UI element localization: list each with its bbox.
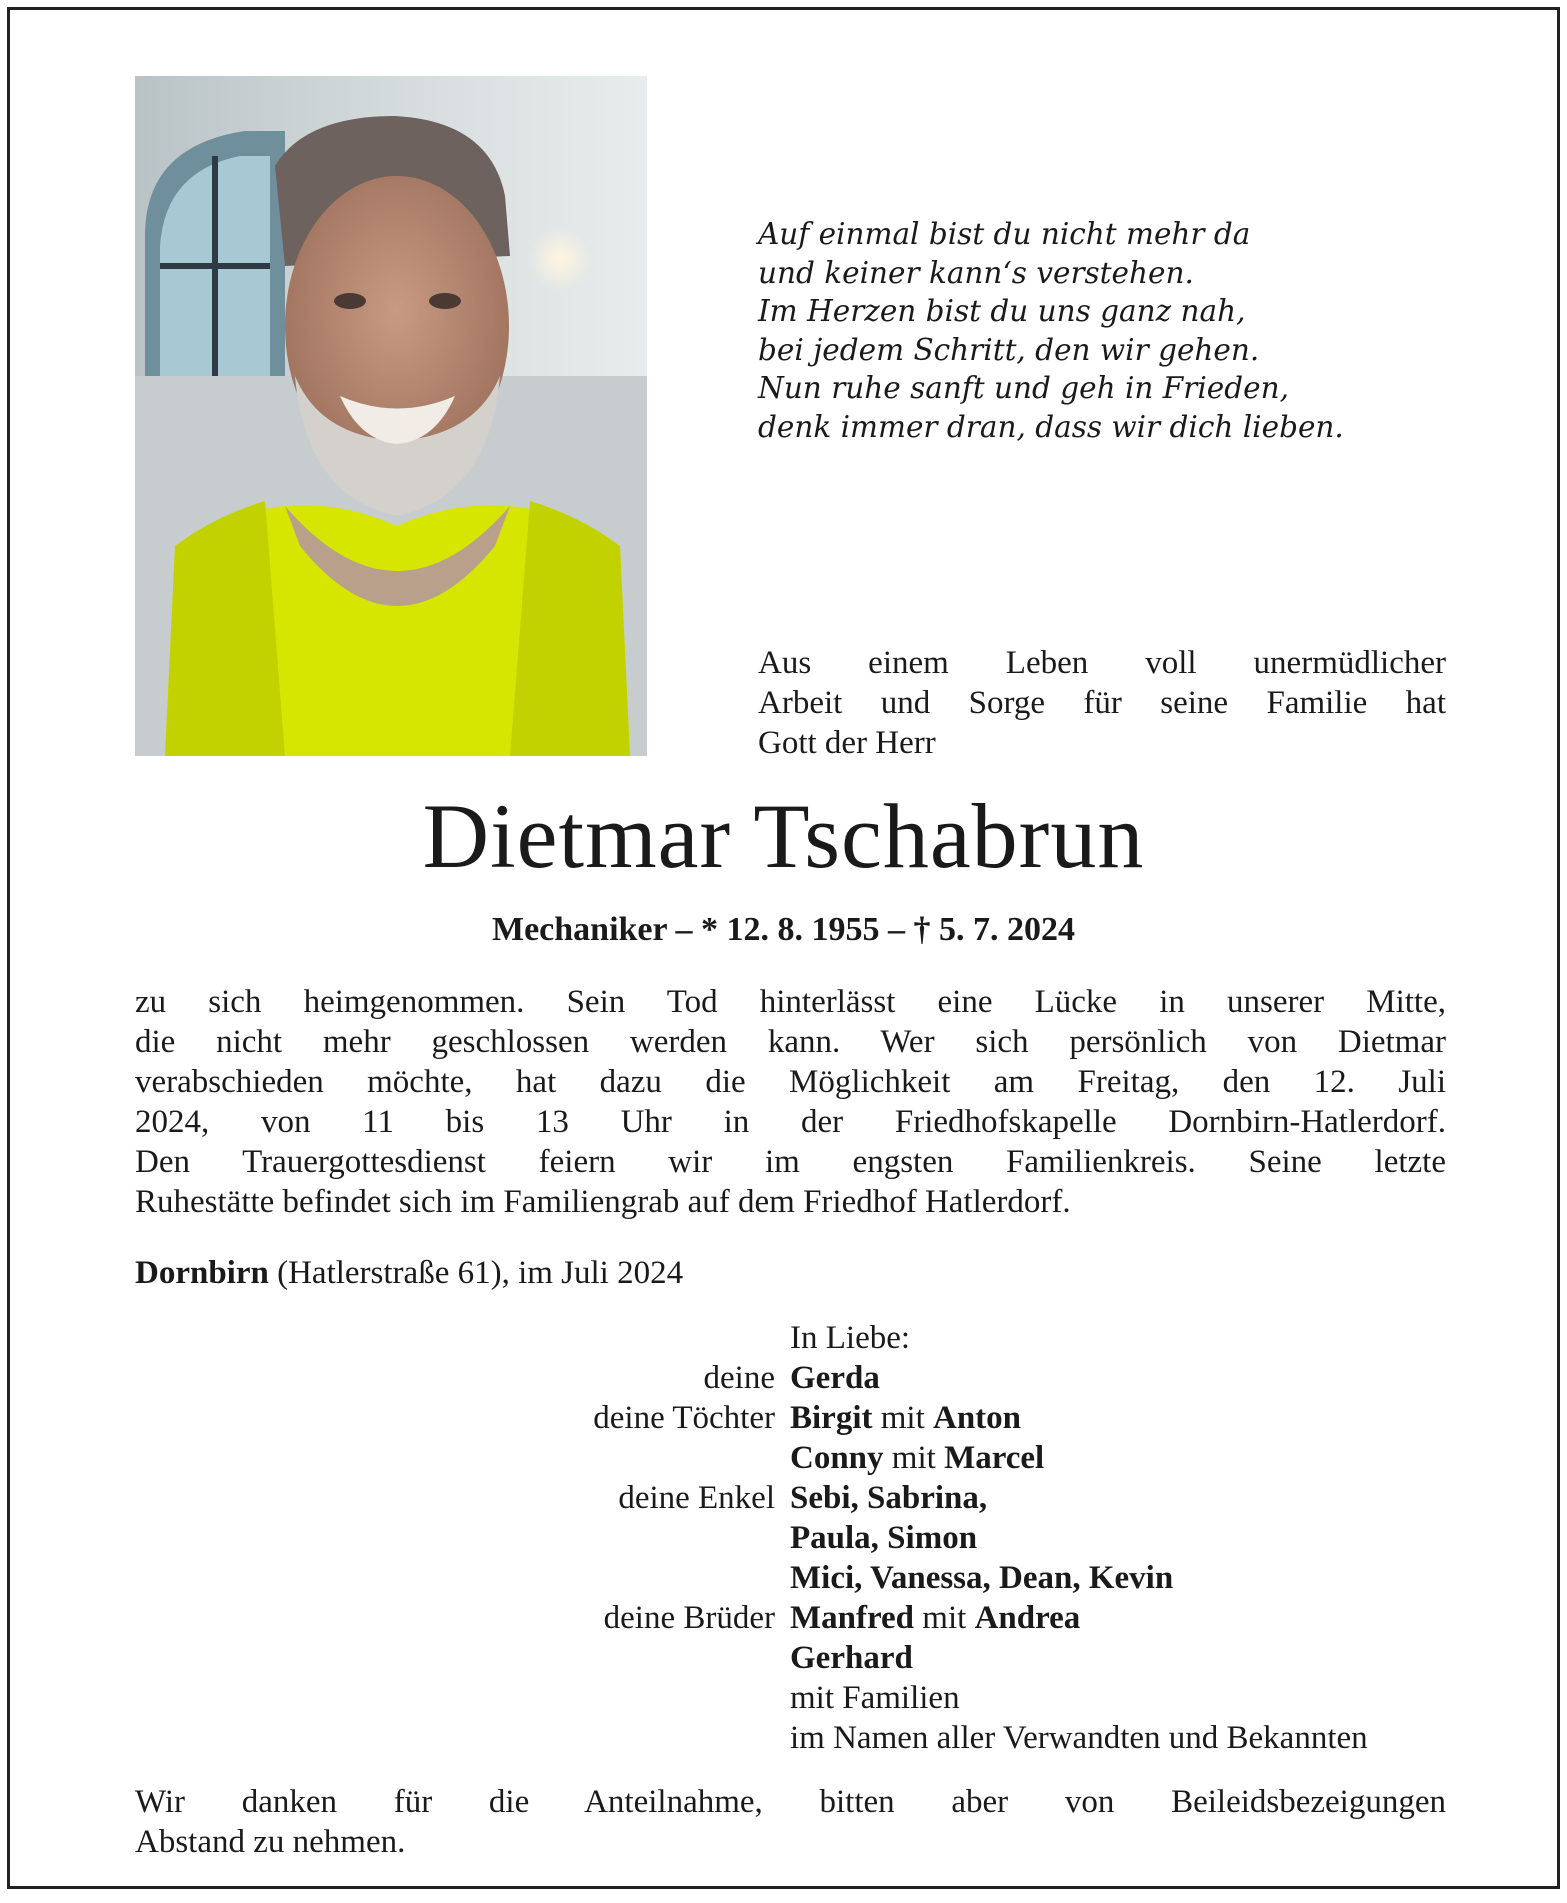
mourner-names: [790, 1638, 913, 1678]
announcement-text: [135, 982, 1446, 1222]
mourner-name: Gerda: [790, 1360, 880, 1396]
mourner-row: [135, 1558, 1446, 1598]
mourner-relation: deine Enkel: [618, 1480, 775, 1516]
mourner-names: [790, 1558, 1173, 1598]
intro-line: Arbeit und Sorge für seine Familie hat: [758, 685, 1446, 721]
mourner-connector: im Namen aller Verwandten und Bekannten: [790, 1720, 1368, 1756]
mourner-row: [135, 1478, 1446, 1518]
mourners-heading: In Liebe:: [790, 1320, 911, 1356]
mourner-name: Andrea: [974, 1600, 1081, 1636]
mourner-names: [790, 1398, 1021, 1438]
intro-text: [758, 643, 1446, 763]
memorial-poem: [758, 215, 1458, 446]
mourner-names: [790, 1438, 1044, 1478]
poem-line: und keiner kann‘s verstehen.: [758, 255, 1194, 290]
place-city: Dornbirn: [135, 1255, 269, 1291]
place-rest: (Hatlerstraße 61), im Juli 2024: [268, 1255, 684, 1291]
mourner-relation: deine: [703, 1360, 775, 1396]
poem-line: Im Herzen bist du uns ganz nah,: [758, 294, 1246, 328]
mourner-connector: mit: [883, 1440, 945, 1476]
mourner-connector: mit Familien: [790, 1680, 960, 1716]
mourner-row: [135, 1398, 1446, 1438]
portrait-photo: [135, 76, 647, 756]
poem-line: Auf einmal bist du nicht mehr da: [758, 217, 1251, 251]
poem-line: bei jedem Schritt, den wir gehen.: [758, 332, 1260, 367]
mourner-name: Mici, Vanessa, Dean, Kevin: [790, 1560, 1174, 1596]
mourner-names: [790, 1478, 987, 1518]
mourner-row: [135, 1598, 1446, 1638]
body-line: zu sich heimgenommen. Sein Tod hinterlässt eine Lücke in unserer Mitte,: [135, 984, 1446, 1020]
body-line: verabschieden möchte, hat dazu die Möglichkeit am Freitag, den 12. Juli: [135, 1064, 1446, 1100]
poem-line: denk immer dran, dass wir dich lieben.: [758, 409, 1344, 444]
mourner-names: [790, 1718, 1368, 1758]
intro-line: Aus einem Leben voll unermüdlicher: [758, 645, 1446, 681]
mourner-row: [135, 1678, 1446, 1718]
mourner-rows: [135, 1358, 1446, 1758]
mourner-name: Gerhard: [790, 1640, 913, 1676]
mourner-row: [135, 1638, 1446, 1678]
mourner-name: Conny: [790, 1440, 884, 1476]
mourner-names: [790, 1598, 1080, 1638]
mourner-name: Birgit: [790, 1400, 873, 1436]
occupation-and-dates: Mechaniker – * 12. 8. 1955 – † 5. 7. 2024: [491, 911, 1075, 948]
closing-text: [135, 1782, 1446, 1862]
mourner-name: Anton: [933, 1400, 1022, 1436]
mourner-name: Manfred: [790, 1600, 915, 1636]
obituary-notice: [7, 7, 1560, 1889]
poem-line: Nun ruhe sanft und geh in Frieden,: [758, 371, 1289, 405]
mourner-connector: mit: [872, 1400, 933, 1436]
deceased-name: Dietmar Tschabrun: [422, 785, 1145, 887]
closing-line: Wir danken für die Anteilnahme, bitten aber von Beileidsbezeigungen: [135, 1784, 1446, 1820]
portrait-image: [135, 76, 647, 756]
mourner-row: [135, 1518, 1446, 1558]
mourner-row: [135, 1718, 1446, 1758]
body-line: 2024, von 11 bis 13 Uhr in der Friedhofskapelle Dornbirn-Hatlerdorf.: [135, 1104, 1446, 1140]
place-and-date: [135, 1253, 683, 1293]
mourners-heading-row: [135, 1318, 1446, 1358]
mourner-names: [790, 1358, 880, 1398]
mourner-names: [790, 1678, 960, 1718]
mourner-relation: deine Brüder: [603, 1600, 775, 1636]
mourner-name: Paula, Simon: [790, 1520, 978, 1556]
mourners-list: [135, 1318, 1446, 1758]
intro-line: Gott der Herr: [758, 725, 936, 761]
mourner-row: [135, 1438, 1446, 1478]
body-line: Ruhestätte befindet sich im Familiengrab auf dem Friedhof Hatlerdorf.: [135, 1184, 1071, 1220]
mourner-row: [135, 1358, 1446, 1398]
body-line: die nicht mehr geschlossen werden kann. Wer sich persönlich von Dietmar: [135, 1024, 1446, 1060]
mourner-name: Marcel: [944, 1440, 1045, 1476]
mourner-names: [790, 1518, 977, 1558]
mourner-name: Sebi, Sabrina,: [790, 1480, 988, 1516]
closing-line: Abstand zu nehmen.: [135, 1824, 406, 1860]
mourner-relation: deine Töchter: [593, 1400, 775, 1436]
mourner-connector: mit: [914, 1600, 975, 1636]
body-line: Den Trauergottesdienst feiern wir im engsten Familienkreis. Seine letzte: [135, 1144, 1446, 1180]
